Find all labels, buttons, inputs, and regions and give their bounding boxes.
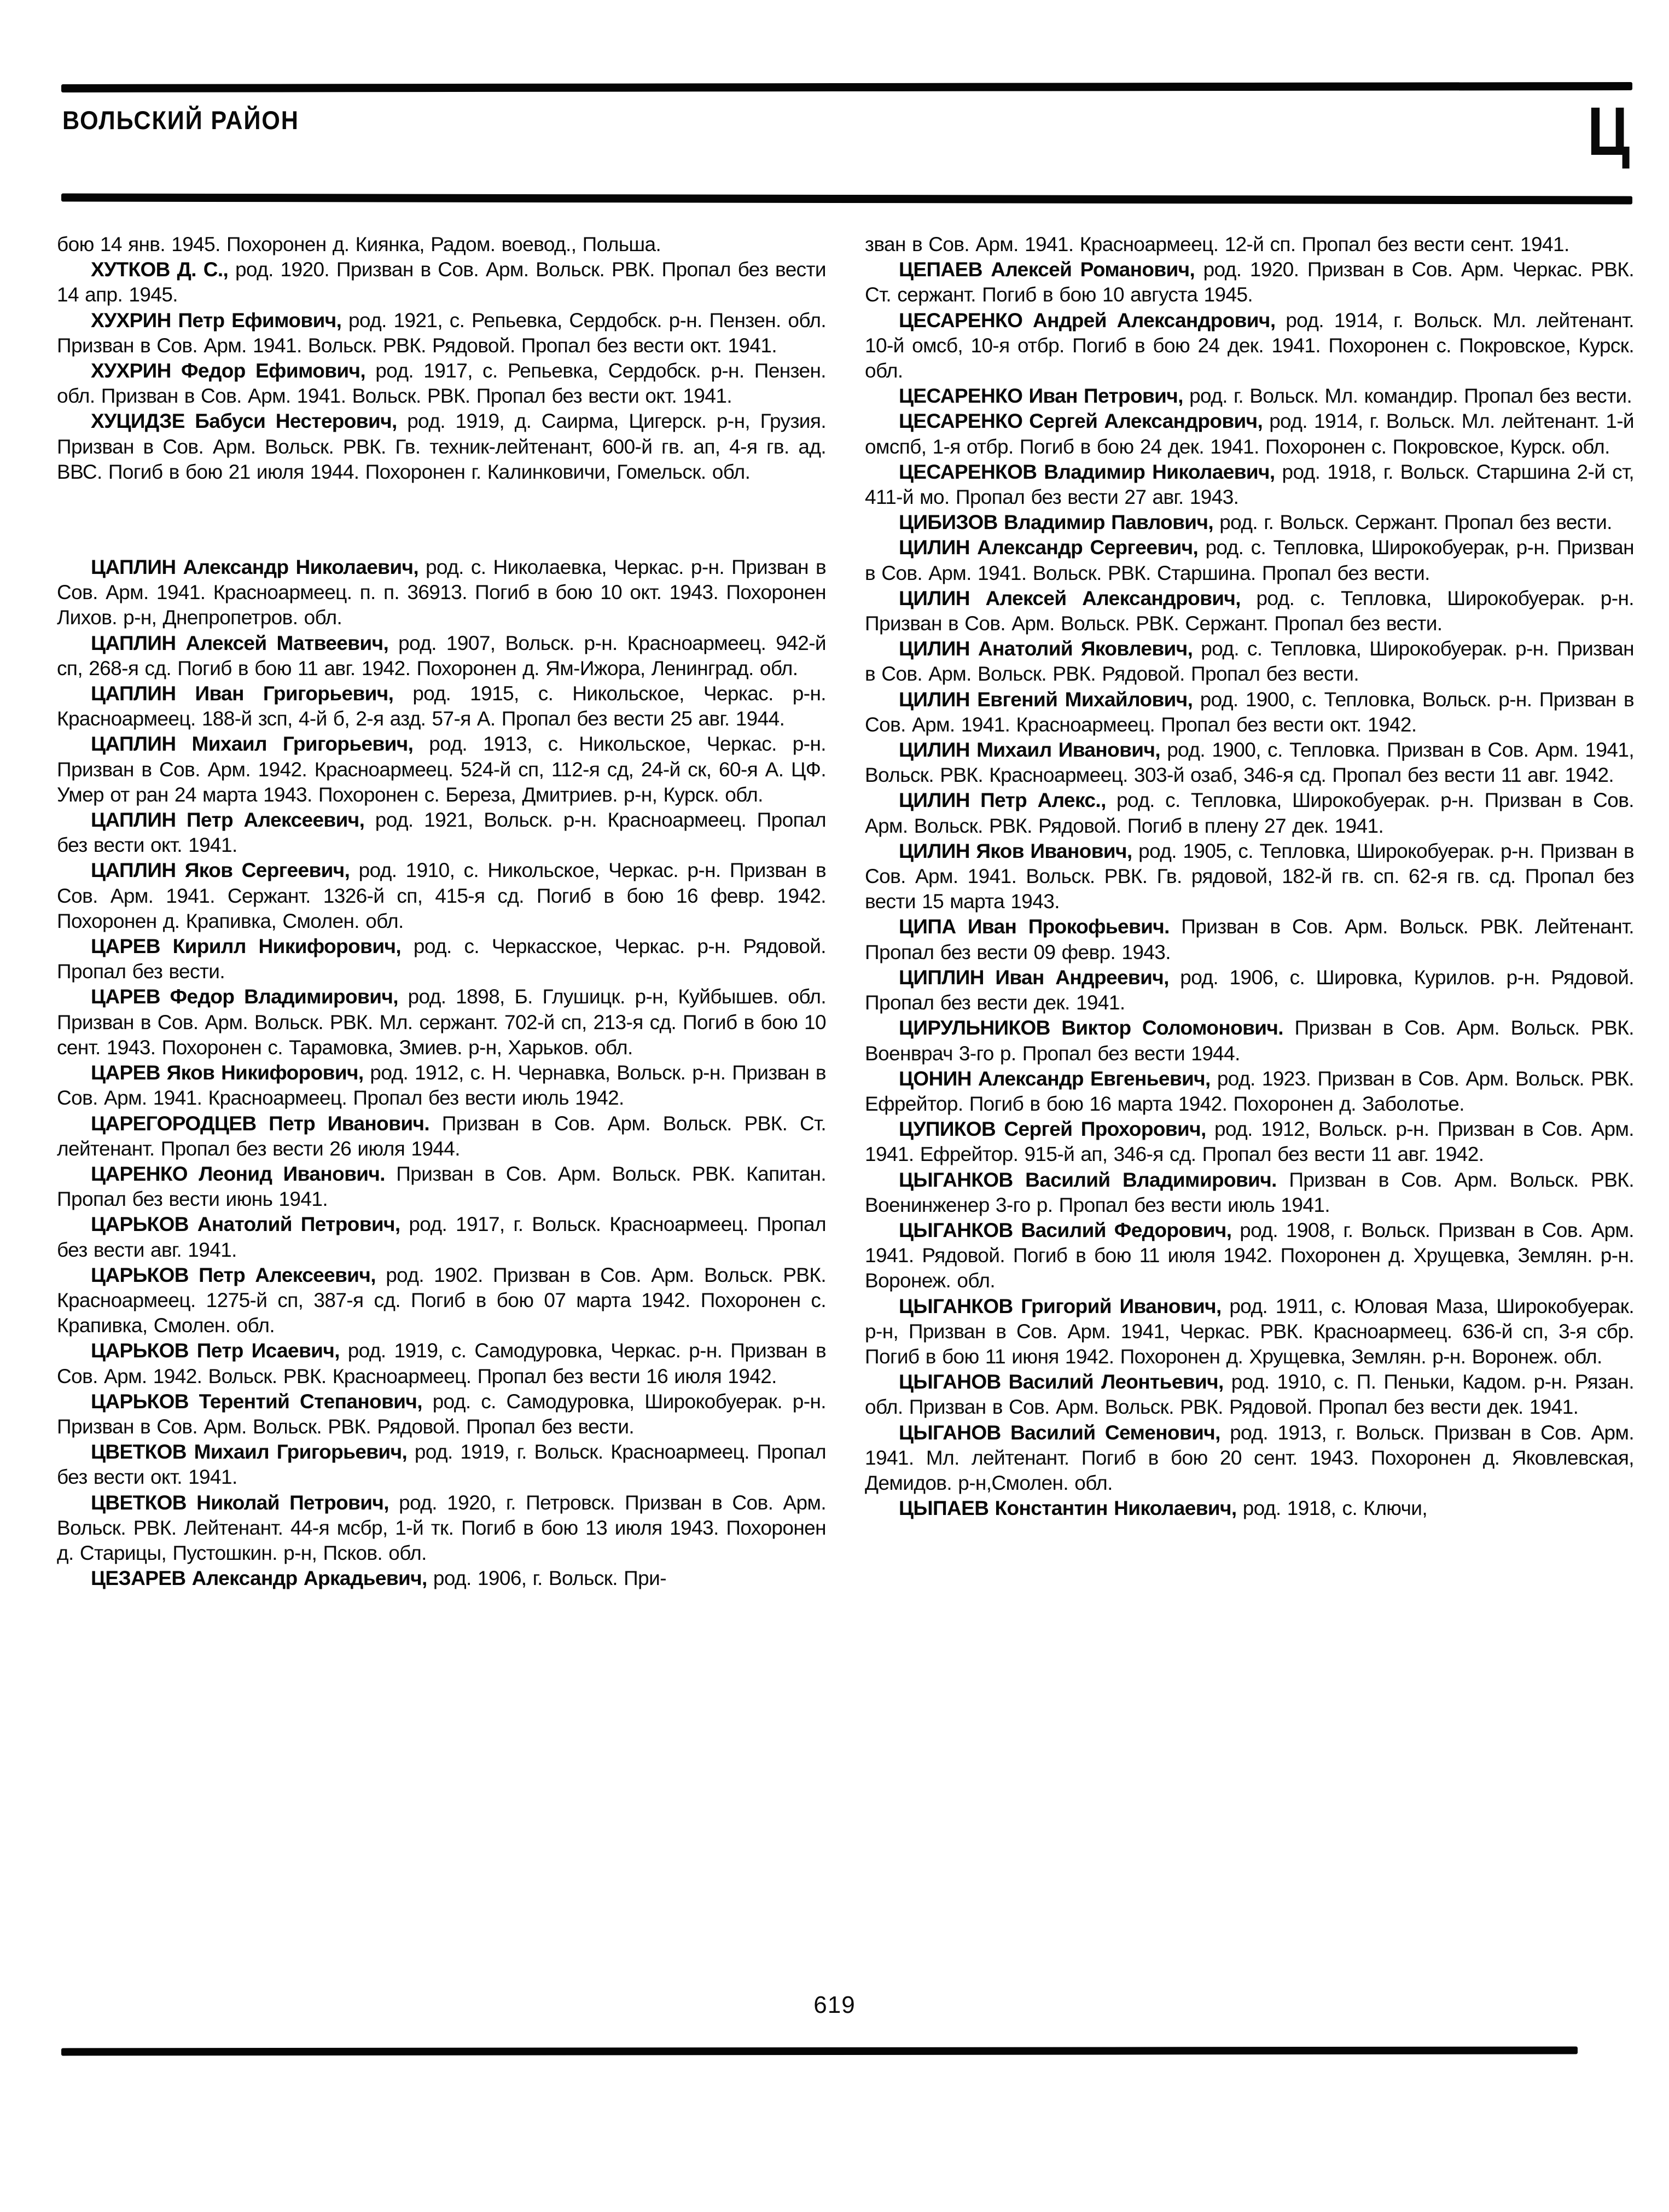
memorial-entry: ЦИЛИН Михаил Иванович, род. 1900, с. Тепловка. Призван в Сов. Арм. 1941, Вольск. РВК. Красноармеец. 303-й озаб, 346-я сд. Пропал без вести 11 авг. 1942. [865, 739, 1635, 787]
memorial-entry: ЦАРЬКОВ Петр Алексеевич, род. 1902. Призван в Сов. Арм. Вольск. РВК. Красноармеец. 1275-й сп, 387-я сд. Погиб в бою 07 марта 1942. Похоронен с. Крапивка, Смолен. обл. [57, 1263, 827, 1337]
entry-person-name: ЦЕПАЕВ Алексей Романович, [899, 258, 1195, 281]
memorial-entry: ЦЫГАНКОВ Василий Владимирович. Призван в Сов. Арм. Вольск. РВК. Военинженер 3-го р. Пропал без вести июль 1941. [865, 1168, 1635, 1216]
section-letter: Ц [1587, 94, 1630, 170]
column-right [865, 232, 1634, 1521]
continuation-text: зван в Сов. Арм. 1941. Красноармеец. 12-й сп. Пропал без вести сент. 1941. [865, 233, 1569, 256]
memorial-entry: ЦИПЛИН Иван Андреевич, род. 1906, с. Шировка, Курилов. р-н. Рядовой. Пропал без вести дек. 1941. [865, 966, 1634, 1014]
entry-person-name: ЦИЛИН Евгений Михайлович, [899, 688, 1193, 711]
memorial-entry: ЦИЛИН Алексей Александрович, род. с. Тепловка, Широкобуерак. р-н. Призван в Сов. Арм. Вольск. РВК. Сержант. Пропал без вести. [865, 587, 1634, 635]
entry-person-name: ЦЫГАНКОВ Василий Владимирович. [899, 1168, 1277, 1191]
memorial-entry: ЦАРЕВ Яков Никифорович, род. 1912, с. Н. Чернавка, Вольск. р-н. Призван в Сов. Арм. 1941. Красноармеец. Пропал без вести июль 1942. [57, 1061, 826, 1110]
memorial-entry: ЦАРЬКОВ Анатолий Петрович, род. 1917, г. Вольск. Красноармеец. Пропал без вести авг. 1941. [57, 1213, 827, 1261]
memorial-entry: ЦИЛИН Александр Сергеевич, род. с. Тепловка, Широкобуерак, р-н. Призван в Сов. Арм. 1941. Вольск. РВК. Старшина. Пропал без вести. [865, 536, 1634, 584]
entry-person-name: ЦАРЬКОВ Петр Исаевич, [91, 1339, 340, 1362]
bottom-rule [61, 2047, 1578, 2056]
entry-person-name: ЦАРЕНКО Леонид Иванович. [91, 1162, 385, 1185]
memorial-entry: ХУХРИН Федор Ефимович, род. 1917, с. Репьевка, Сердобск. р-н. Пензен. обл. Призван в Сов. Арм. 1941. Вольск. РВК. Пропал без вести окт. 1941. [57, 359, 826, 408]
header-bottom-rule [61, 193, 1632, 204]
page-number: 619 [813, 1992, 856, 2018]
memorial-entry: ЦАПЛИН Алексей Матвеевич, род. 1907, Вольск. р-н. Красноармеец. 942-й сп, 268-я сд. Погиб в бою 11 авг. 1942. Похоронен д. Ям-Ижора, Ленинград. обл. [57, 631, 827, 680]
entry-person-name: ЦИЛИН Петр Алекс., [899, 789, 1106, 812]
entry-person-name: ЦУПИКОВ Сергей Прохорович, [899, 1118, 1206, 1141]
entry-person-name: ЦАРЬКОВ Терентий Степанович, [91, 1390, 422, 1413]
entry-person-name: ЦЕЗАРЕВ Александр Аркадьевич, [91, 1567, 427, 1590]
entry-person-name: ЦЕСАРЕНКО Сергей Александрович, [899, 410, 1263, 433]
memorial-entry: ЦАРЕВ Федор Владимирович, род. 1898, Б. Глушицк. р-н, Куйбышев. обл. Призван в Сов. Арм. Вольск. РВК. Мл. сержант. 702-й сп, 213-я сд. Погиб в бою 10 сент. 1943. Похоронен с. Тарамовка, Змиев. р-н, Харьков. обл. [57, 985, 826, 1059]
entry-person-name: ЦАПЛИН Иван Григорьевич, [91, 682, 394, 705]
entry-person-name: ЦЫГАНОВ Василий Семенович, [899, 1421, 1220, 1444]
entry-person-name: ЦИЛИН Александр Сергеевич, [899, 536, 1199, 559]
entry-person-name: ЦАРЕГОРОДЦЕВ Петр Иванович. [91, 1112, 430, 1135]
entry-person-name: ЦЕСАРЕНКО Андрей Александрович, [899, 309, 1276, 332]
entry-person-name: ЦЫГАНКОВ Василий Федорович, [899, 1218, 1232, 1241]
entry-person-name: ЦЫПАЕВ Константин Николаевич, [899, 1497, 1237, 1520]
entry-person-name: ЦВЕТКОВ Михаил Григорьевич, [91, 1441, 408, 1464]
entry-person-name: ЦВЕТКОВ Николай Петрович, [91, 1491, 389, 1514]
entry-person-name: ЦЕСАРЕНКОВ Владимир Николаевич, [899, 460, 1275, 483]
memorial-entry: ЦЫГАНКОВ Василий Федорович, род. 1908, г. Вольск. Призван в Сов. Арм. 1941. Рядовой. Погиб в бою 11 июля 1942. Похоронен д. Хрущевка, Землян. р-н. Воронеж. обл. [865, 1218, 1634, 1292]
memorial-entry: ХУЦИДЗЕ Бабуси Нестерович, род. 1919, д. Саирма, Цигерск. р-н, Грузия. Призван в Сов. Арм. Вольск. РВК. Гв. техник-лейтенант, 600-й гв. ап, 4-я гв. ад. ВВС. Погиб в бою 21 июля 1944. Похоронен г. Калинковичи, Гомельск. обл. [57, 410, 826, 483]
memorial-entry: ЦЕСАРЕНКО Сергей Александрович, род. 1914, г. Вольск. Мл. лейтенант. 1-й омспб, 1-я отбр. Погиб в бою 24 дек. 1941. Похоронен с. Покровское, Курск. обл. [865, 410, 1634, 458]
entry-person-name: ХУЦИДЗЕ Бабуси Нестерович, [91, 410, 397, 433]
memorial-entry: ХУХРИН Петр Ефимович, род. 1921, с. Репьевка, Сердобск. р-н. Пензен. обл. Призван в Сов. Арм. 1941. Вольск. РВК. Рядовой. Пропал без вести окт. 1941. [57, 309, 826, 357]
memorial-entry: ЦАПЛИН Яков Сергеевич, род. 1910, с. Никольское, Черкас. р-н. Призван в Сов. Арм. 1941. Сержант. 1326-й сп, 415-я сд. Погиб в бою 16 февр. 1942. Похоронен д. Крапивка, Смолен. обл. [57, 859, 826, 932]
entry-person-name: ЦАПЛИН Алексей Матвеевич, [91, 631, 389, 654]
memorial-entry: ЦАРЬКОВ Терентий Степанович, род. с. Самодуровка, Широкобуерак. р-н. Призван в Сов. Арм. Вольск. РВК. Рядовой. Пропал без вести. [57, 1390, 826, 1438]
memorial-entry: ЦАПЛИН Петр Алексеевич, род. 1921, Вольск. р-н. Красноармеец. Пропал без вести окт. 1941. [57, 809, 826, 857]
district-title: ВОЛЬСКИЙ РАЙОН [62, 106, 299, 135]
entry-person-name: ХУХРИН Федор Ефимович, [91, 359, 366, 382]
memorial-entry: ЦЕСАРЕНКО Андрей Александрович, род. 1914, г. Вольск. Мл. лейтенант. 10-й омсб, 10-я отбр. Погиб в бою 24 дек. 1941. Похоронен с. Покровское, Курск. обл. [865, 309, 1634, 382]
memorial-entry: ЦИБИЗОВ Владимир Павлович, род. г. Вольск. Сержант. Пропал без вести. [899, 511, 1612, 534]
memorial-entry: ЦЕСАРЕНКОВ Владимир Николаевич, род. 1918, г. Вольск. Старшина 2-й ст, 411-й мо. Пропал без вести 27 авг. 1943. [865, 460, 1634, 509]
memorial-entry: ЦВЕТКОВ Николай Петрович, род. 1920, г. Петровск. Призван в Сов. Арм. Вольск. РВК. Лейтенант. 44-я мсбр, 1-й тк. Погиб в бою 13 июля 1943. Похоронен д. Старицы, Пустошкин. р-н, Псков. обл. [57, 1491, 826, 1564]
memorial-entry: ЦВЕТКОВ Михаил Григорьевич, род. 1919, г. Вольск. Красноармеец. Пропал без вести окт. 1941. [57, 1441, 826, 1489]
entry-person-name: ЦАРЕВ Федор Владимирович, [91, 985, 398, 1008]
memorial-entry: ЦАПЛИН Михаил Григорьевич, род. 1913, с. Никольское, Черкас. р-н. Призван в Сов. Арм. 1942. Красноармеец. 524-й сп, 112-я сд, 24-й ск, 60-я А. ЦФ. Умер от ран 24 марта 1943. Похоронен с. Береза, Дмитриев. р-н, Курск. обл. [57, 733, 826, 806]
memorial-entry: ЦАРЕГОРОДЦЕВ Петр Иванович. Призван в Сов. Арм. Вольск. РВК. Ст. лейтенант. Пропал без вести 26 июля 1944. [57, 1112, 826, 1160]
entry-person-name: ЦЕСАРЕНКО Иван Петрович, [899, 385, 1183, 408]
entry-person-name: ЦИЛИН Яков Иванович, [899, 839, 1132, 862]
memorial-entry: ЦАПЛИН Александр Николаевич, род. с. Николаевка, Черкас. р-н. Призван в Сов. Арм. 1941. Красноармеец. п. п. 36913. Погиб в бою 10 окт. 1943. Похоронен Лихов. р-н, Днепропетров. обл. [57, 556, 826, 629]
memorial-entry: ЦАРЬКОВ Петр Исаевич, род. 1919, с. Самодуровка, Черкас. р-н. Призван в Сов. Арм. 1942. Вольск. РВК. Красноармеец. Пропал без вести 16 июля 1942. [57, 1339, 826, 1387]
memorial-entry: ЦАПЛИН Иван Григорьевич, род. 1915, с. Никольское, Черкас. р-н. Красноармеец. 188-й зсп, 4-й б, 2-я азд. 57-я А. Пропал без вести 25 авг. 1944. [57, 682, 826, 730]
memorial-entry: ЦЕЗАРЕВ Александр Аркадьевич, род. 1906, г. Вольск. При- [91, 1567, 666, 1590]
column-left [57, 232, 826, 1591]
entry-person-name: ЦИЛИН Алексей Александрович, [899, 587, 1241, 609]
entry-person-name: ХУХРИН Петр Ефимович, [91, 309, 342, 332]
continuation-text: бою 14 янв. 1945. Похоронен д. Киянка, Радом. воевод., Польша. [57, 233, 661, 256]
entry-person-name: ЦИРУЛЬНИКОВ Виктор Соломонович. [899, 1017, 1283, 1040]
entry-person-name: ЦАРЕВ Кирилл Никифорович, [91, 935, 402, 958]
memorial-entry: ЦИЛИН Анатолий Яковлевич, род. с. Тепловка, Широкобуерак. р-н. Призван в Сов. Арм. Вольск. РВК. Рядовой. Пропал без вести. [865, 637, 1634, 686]
memorial-entry: ЦИРУЛЬНИКОВ Виктор Соломонович. Призван в Сов. Арм. Вольск. РВК. Военврач 3-го р. Пропал без вести 1944. [865, 1017, 1634, 1065]
memorial-entry: ЦАРЕВ Кирилл Никифорович, род. с. Черкасское, Черкас. р-н. Рядовой. Пропал без вести. [57, 935, 826, 983]
memorial-entry: ЦИЛИН Евгений Михайлович, род. 1900, с. Тепловка, Вольск. р-н. Призван в Сов. Арм. 1941. Красноармеец. Пропал без вести окт. 1942. [865, 688, 1635, 736]
entry-person-name: ЦЫГАНОВ Василий Леонтьевич, [899, 1371, 1224, 1394]
entry-person-name: ЦОНИН Александр Евгеньевич, [899, 1067, 1211, 1090]
memorial-entry: ЦЫПАЕВ Константин Николаевич, род. 1918, с. Ключи, [899, 1497, 1428, 1520]
entry-person-name: ЦИПЛИН Иван Андреевич, [899, 966, 1169, 989]
memorial-entry: ЦЕПАЕВ Алексей Романович, род. 1920. Призван в Сов. Арм. Черкас. РВК. Ст. сержант. Погиб в бою 10 августа 1945. [865, 258, 1634, 306]
memorial-entry: ЦЫГАНОВ Василий Леонтьевич, род. 1910, с. П. Пеньки, Кадом. р-н. Рязан. обл. Призван в Сов. Арм. Вольск. РВК. Рядовой. Пропал без вести дек. 1941. [865, 1371, 1635, 1419]
entry-person-name: ЦИБИЗОВ Владимир Павлович, [899, 511, 1214, 534]
memorial-entry: ЦУПИКОВ Сергей Прохорович, род. 1912, Вольск. р-н. Призван в Сов. Арм. 1941. Ефрейтор. 915-й ап, 346-я сд. Пропал без вести 11 авг. 1942. [865, 1118, 1634, 1166]
memorial-entry: ЦОНИН Александр Евгеньевич, род. 1923. Призван в Сов. Арм. Вольск. РВК. Ефрейтор. Погиб в бою 16 марта 1942. Похоронен д. Заболотье. [865, 1067, 1634, 1115]
entry-person-name: ЦАПЛИН Петр Алексеевич, [91, 809, 365, 832]
entry-person-name: ЦАРЬКОВ Петр Алексеевич, [91, 1263, 376, 1286]
memorial-entry: ЦАРЕНКО Леонид Иванович. Призван в Сов. Арм. Вольск. РВК. Капитан. Пропал без вести июнь 1941. [57, 1162, 826, 1211]
entry-person-name: ЦИПА Иван Прокофьевич. [899, 915, 1170, 938]
memorial-entry: ЦЕСАРЕНКО Иван Петрович, род. г. Вольск. Мл. командир. Пропал без вести. [899, 385, 1632, 408]
memorial-entry: ЦЫГАНОВ Василий Семенович, род. 1913, г. Вольск. Призван в Сов. Арм. 1941. Мл. лейтенант. Погиб в бою 20 сент. 1943. Похоронен д. Яковлевская, Демидов. р-н,Смолен. обл. [865, 1421, 1634, 1494]
memorial-entry: ЦИЛИН Яков Иванович, род. 1905, с. Тепловка, Широкобуерак. р-н. Призван в Сов. Арм. 1941. Вольск. РВК. Гв. рядовой, 182-й гв. сп. 62-я гв. сд. Пропал без вести 15 марта 1943. [865, 839, 1635, 913]
entry-person-name: ЦАПЛИН Александр Николаевич, [91, 556, 419, 579]
entry-person-name: ЦЫГАНКОВ Григорий Иванович, [899, 1294, 1222, 1317]
top-rule [61, 82, 1632, 92]
memorial-entry: ЦИПА Иван Прокофьевич. Призван в Сов. Арм. Вольск. РВК. Лейтенант. Пропал без вести 09 февр. 1943. [865, 915, 1634, 963]
entry-person-name: ЦАПЛИН Михаил Григорьевич, [91, 733, 414, 756]
memorial-entry: ЦИЛИН Петр Алекс., род. с. Тепловка, Широкобуерак. р-н. Призван в Сов. Арм. Вольск. РВК. Рядовой. Погиб в плену 27 дек. 1941. [865, 789, 1634, 837]
entry-person-name: ЦИЛИН Михаил Иванович, [899, 739, 1161, 762]
entry-person-name: ЦИЛИН Анатолий Яковлевич, [899, 637, 1193, 660]
memorial-entry: ХУТКОВ Д. С., род. 1920. Призван в Сов. Арм. Вольск. РВК. Пропал без вести 14 апр. 1945. [57, 258, 826, 306]
entry-person-name: ЦАПЛИН Яков Сергеевич, [91, 859, 350, 882]
entry-person-name: ЦАРЬКОВ Анатолий Петрович, [91, 1213, 400, 1236]
entry-person-name: ХУТКОВ Д. С., [91, 258, 229, 281]
entry-person-name: ЦАРЕВ Яков Никифорович, [91, 1061, 364, 1084]
memorial-entry: ЦЫГАНКОВ Григорий Иванович, род. 1911, с. Юловая Маза, Широкобуерак. р-н, Призван в Сов. Арм. 1941, Черкас. РВК. Красноармеец. 636-й сп, 3-я сбр. Погиб в бою 11 июня 1942. Похоронен д. Хрущевка, Землян. р-н. Воронеж. обл. [865, 1294, 1635, 1368]
